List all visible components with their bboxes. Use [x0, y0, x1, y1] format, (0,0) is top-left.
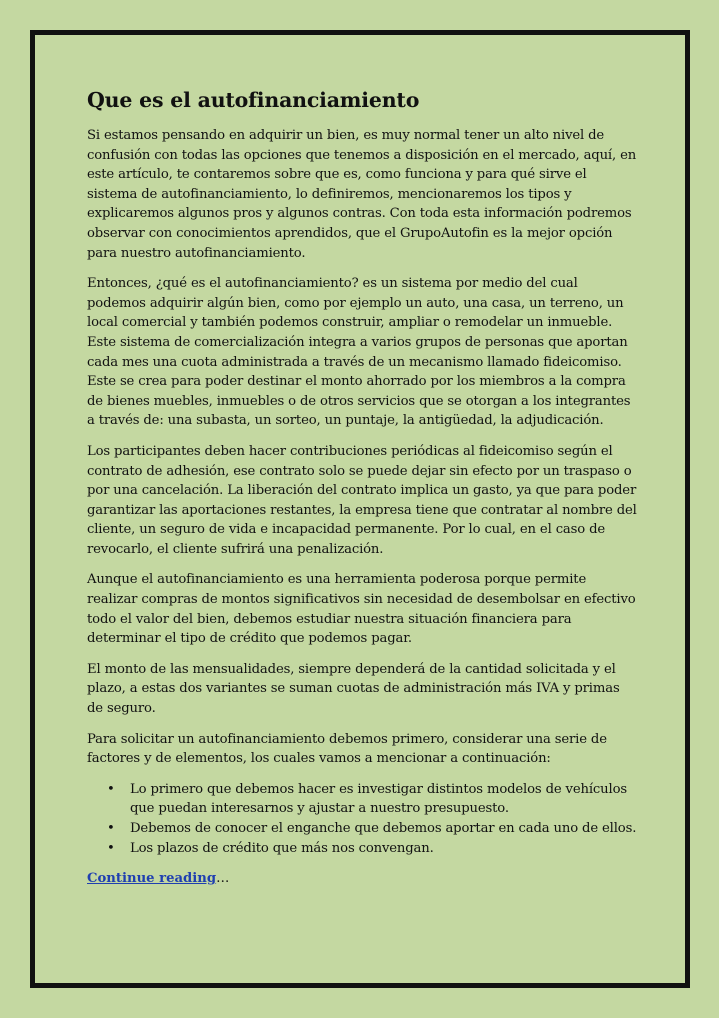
requirements-list	[87, 780, 637, 858]
bullet-icon: •	[107, 840, 115, 856]
paragraph-monthly-amount: El monto de las mensualidades, siempre dependerá de la cantidad solicitada y el plazo, a estas dos variantes se suman cuotas de administración más IVA y primas de seguro.	[87, 661, 620, 717]
list-item-text: Lo primero que debemos hacer es investigar distintos modelos de vehículos que puedan interesarnos y ajustar a nuestro presupuesto.	[130, 781, 627, 817]
paragraph-financial-situation: Aunque el autofinanciamiento es una herramienta poderosa porque permite realizar compras de montos significativos sin necesidad de desembolsar en efectivo todo el valor del bien, debemos estudiar nuestra situación financiera para determinar el tipo de crédito que podemos pagar.	[87, 572, 636, 647]
article-body	[87, 86, 637, 889]
continue-reading-link[interactable]: Continue reading	[87, 871, 217, 887]
paragraph-requirements-intro: Para solicitar un autofinanciamiento debemos primero, considerar una serie de factores y de elementos, los cuales vamos a mencionar a continuación:	[87, 731, 607, 767]
bullet-icon: •	[107, 821, 115, 836]
list-item	[107, 780, 637, 819]
paragraph-definition: Entonces, ¿qué es el autofinanciamiento? es un sistema por medio del cual podemos adquirir algún bien, como por ejemplo un auto, una casa, un terreno, un local comercial y también podemos construir, ampliar o remodelar un inmueble. Este sistema de comercialización integra a varios grupos de personas que aportan cada mes una cuota administrada a través de un mecanismo llamado fideicomiso. Este se crea para poder destinar el monto ahorrado por los miembros a la compra de bienes muebles, inmuebles o de otros servicios que se otorgan a los integrantes a través de: una subasta, un sorteo, un puntaje, la antigüedad, la adjudicación.	[87, 276, 631, 429]
list-item-text: Los plazos de crédito que más nos convengan.	[130, 840, 434, 856]
list-item-text: Debemos de conocer el enganche que debemos aportar en cada uno de ellos.	[130, 821, 637, 836]
continue-reading	[87, 869, 637, 889]
bullet-icon: •	[107, 781, 115, 797]
paragraph-intro: Si estamos pensando en adquirir un bien, es muy normal tener un alto nivel de confusión con todas las opciones que tenemos a disposición en el mercado, aquí, en este artículo, te contaremos sobre que es, como funciona y para qué sirve el sistema de autofinanciamiento, lo definiremos, mencionaremos los tipos y explicaremos algunos pros y algunos contras. Con toda esta información podremos observar con conocimientos aprendidos, que el GrupoAutofin es la mejor opción para nuestro autofinanciamiento.	[87, 128, 637, 261]
paragraph-participants: Los participantes deben hacer contribuciones periódicas al fideicomiso según el contrato de adhesión, ese contrato solo se puede dejar sin efecto por un traspaso o por una cancelación. La liberación del contrato implica un gasto, ya que para poder garantizar las aportaciones restantes, la empresa tiene que contratar al nombre del cliente, un seguro de vida e incapacidad permanente. Por lo cual, en el caso de revocarlo, el cliente sufrirá una penalización.	[87, 443, 637, 557]
list-item	[107, 839, 637, 859]
continue-reading-ellipsis: …	[216, 871, 230, 887]
list-item	[107, 819, 637, 839]
article-title: Que es el autofinanciamiento	[87, 88, 420, 112]
